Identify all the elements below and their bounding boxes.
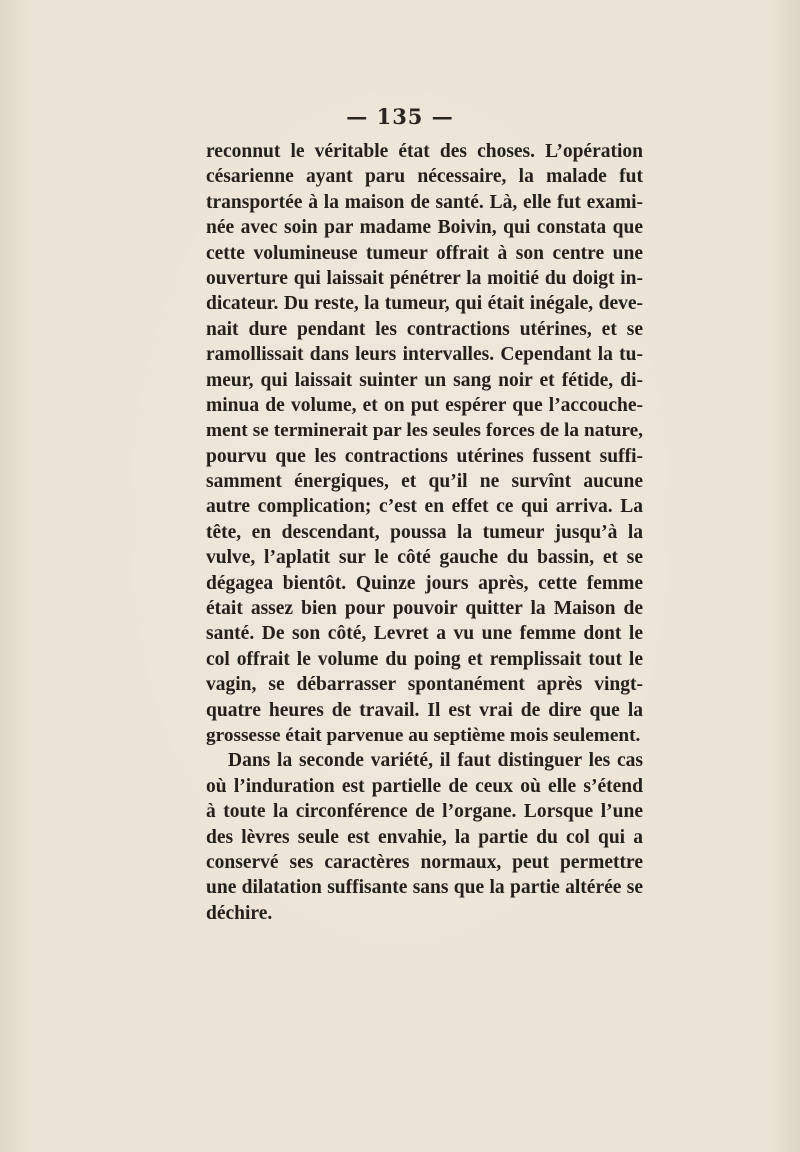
- text-line: ramollissait dans leurs intervalles. Cependant la tu-: [206, 344, 643, 366]
- text-line: née avec soin par madame Boivin, qui constata que: [206, 217, 643, 239]
- text-line: dicateur. Du reste, la tumeur, qui était inégale, deve-: [206, 293, 643, 315]
- body-text: [206, 139, 643, 926]
- text-line: pourvu que les contractions utérines fussent suffi-: [206, 445, 643, 467]
- text-line: où l’induration est partielle de ceux où elle s’étend: [206, 775, 643, 797]
- text-line: déchire.: [206, 902, 273, 924]
- text-line: conservé ses caractères normaux, peut permettre: [206, 851, 643, 873]
- text-line: à toute la circonférence de l’organe. Lorsque l’une: [206, 801, 643, 823]
- text-line: des lèvres seule est envahie, la partie du col qui a: [206, 826, 643, 848]
- text-line: minua de volume, et on put espérer que l’accouche-: [206, 394, 643, 416]
- text-line: samment énergiques, et qu’il ne survînt aucune: [206, 471, 643, 493]
- text-line: était assez bien pour pouvoir quitter la Maison de: [206, 598, 643, 620]
- text-line: autre complication; c’est en effet ce qui arriva. La: [206, 496, 643, 518]
- text-line: quatre heures de travail. Il est vrai de dire que la: [206, 699, 643, 721]
- text-line: Dans la seconde variété, il faut distinguer les cas: [228, 750, 643, 772]
- text-line: santé. De son côté, Levret a vu une femme dont le: [206, 623, 643, 645]
- text-line: nait dure pendant les contractions utérines, et se: [206, 318, 643, 340]
- text-line: grossesse était parvenue au septième mois seulement.: [206, 724, 641, 746]
- text-line: césarienne ayant paru nécessaire, la malade fut: [206, 166, 643, 188]
- text-line: transportée à la maison de santé. Là, elle fut exami-: [206, 191, 643, 213]
- text-line: dégagea bientôt. Quinze jours après, cette femme: [206, 572, 643, 594]
- text-line: col offrait le volume du poing et remplissait tout le: [206, 648, 643, 670]
- page-number: — 135 —: [346, 104, 454, 129]
- text-line: meur, qui laissait suinter un sang noir et fétide, di-: [206, 369, 643, 391]
- text-line: tête, en descendant, poussa la tumeur jusqu’à la: [206, 521, 643, 543]
- text-line: ment se terminerait par les seules forces de la nature,: [206, 420, 643, 442]
- text-line: vulve, l’aplatit sur le côté gauche du bassin, et se: [206, 547, 643, 569]
- text-line: vagin, se débarrasser spontanément après vingt-: [206, 674, 643, 696]
- text-line: une dilatation suffisante sans que la partie altérée se: [206, 877, 643, 899]
- text-line: ouverture qui laissait pénétrer la moitié du doigt in-: [206, 267, 643, 289]
- text-line: cette volumineuse tumeur offrait à son centre une: [206, 242, 643, 264]
- text-line: reconnut le véritable état des choses. L’opération: [206, 141, 643, 162]
